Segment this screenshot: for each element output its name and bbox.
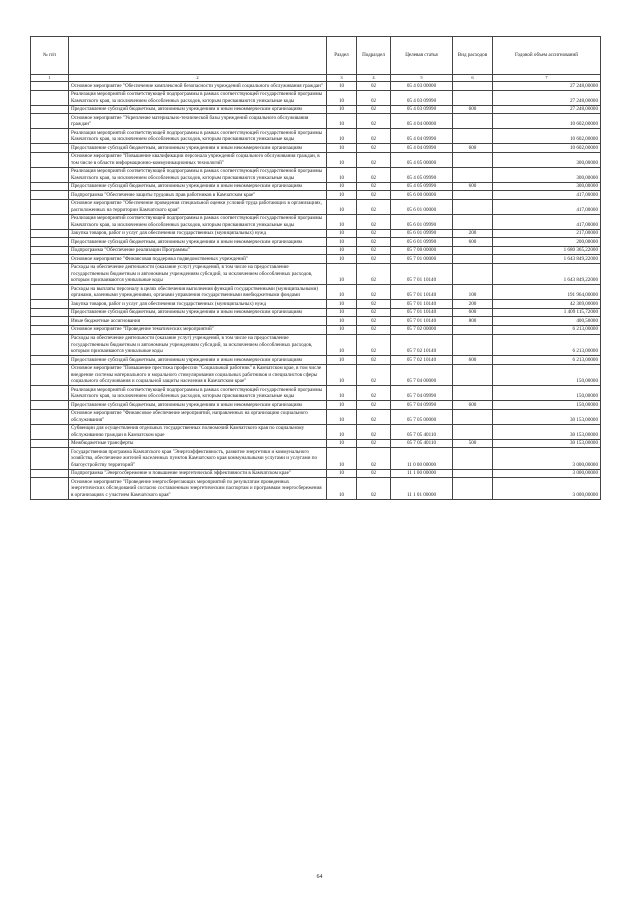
- table-row: [31, 424, 601, 439]
- subsection-cell: 02: [357, 246, 391, 255]
- target-article-cell: 05 7 02 10140: [391, 356, 453, 365]
- expense-type-cell: [453, 199, 493, 214]
- subsection-cell: 02: [357, 263, 391, 285]
- amount-cell: 417,00000: [493, 199, 601, 214]
- expense-type-cell: 500: [453, 439, 493, 448]
- subsection-cell: 02: [357, 409, 391, 424]
- subsection-cell: 02: [357, 439, 391, 448]
- expense-type-cell: [453, 167, 493, 182]
- table-row: [31, 448, 601, 470]
- section-cell: 10: [327, 229, 357, 238]
- section-cell: 10: [327, 90, 357, 105]
- subsection-cell: 02: [357, 308, 391, 317]
- subsection-cell: 02: [357, 182, 391, 191]
- item-name-cell: Подпрограмма "Энергосбережение и повышение энергетической эффективности в Камчатском крае": [69, 469, 327, 478]
- row-number-cell: [31, 469, 69, 478]
- expense-type-cell: [453, 129, 493, 144]
- item-name-cell: Основное мероприятие "Проведение энергосберегающих мероприятий по результатам проведенных энергетических обследований согласно составленным энергетическим паспортам и программам энергосбережения в организациях с участием Камчатского края": [69, 478, 327, 500]
- amount-cell: 400,50000: [493, 317, 601, 326]
- table-row: [31, 105, 601, 114]
- target-article-cell: 05 4 03 09990: [391, 90, 453, 105]
- section-cell: 10: [327, 300, 357, 309]
- column-index: 4: [357, 75, 391, 82]
- section-cell: 10: [327, 285, 357, 300]
- subsection-cell: 02: [357, 401, 391, 410]
- section-cell: 10: [327, 191, 357, 200]
- subsection-cell: 02: [357, 448, 391, 470]
- column-index-row: [31, 75, 601, 82]
- amount-cell: 10 602,00000: [493, 114, 601, 129]
- section-cell: 10: [327, 167, 357, 182]
- table-row: [31, 199, 601, 214]
- target-article-cell: 11 1 00 00000: [391, 469, 453, 478]
- expense-type-cell: [453, 90, 493, 105]
- table-row: [31, 167, 601, 182]
- header-name: [69, 37, 327, 75]
- section-cell: 10: [327, 144, 357, 153]
- column-index: 6: [453, 75, 493, 82]
- row-number-cell: [31, 229, 69, 238]
- table-row: [31, 325, 601, 334]
- header-no: № п/п: [31, 37, 69, 75]
- section-cell: 10: [327, 246, 357, 255]
- amount-cell: 10 602,00000: [493, 144, 601, 153]
- amount-cell: 150,00000: [493, 386, 601, 401]
- row-number-cell: [31, 325, 69, 334]
- target-article-cell: 05 7 02 00000: [391, 325, 453, 334]
- row-number-cell: [31, 82, 69, 91]
- expense-type-cell: 600: [453, 144, 493, 153]
- row-number-cell: [31, 152, 69, 167]
- column-index: 7: [493, 75, 601, 82]
- section-cell: 10: [327, 152, 357, 167]
- header-target-article: Целевая статья: [391, 37, 453, 75]
- amount-cell: 417,00000: [493, 214, 601, 229]
- target-article-cell: 05 4 04 09990: [391, 144, 453, 153]
- subsection-cell: 02: [357, 364, 391, 386]
- table-row: [31, 90, 601, 105]
- item-name-cell: Реализация мероприятий соответствующей подпрограммы в рамках соответствующей государственной программы Камчатского края, за исключением обособленных расходов, которым присваиваются уникальные коды: [69, 90, 327, 105]
- table-row: [31, 401, 601, 410]
- section-cell: 10: [327, 469, 357, 478]
- table-row: [31, 255, 601, 264]
- expense-type-cell: 600: [453, 238, 493, 247]
- item-name-cell: Государственная программа Камчатского края "Энергоэффективность, развитие энергетики и коммунального хозяйства, обеспечение жителей населенных пунктов Камчатского края коммунальными услугами и услугами по благоустройству территорий": [69, 448, 327, 470]
- item-name-cell: Расходы на обеспечение деятельности (оказание услуг) учреждений, в том числе на предоставление государственным бюджетным и автономным учреждениям субсидий, за исключением обособленных расходов, которым присваиваются уникальные коды: [69, 263, 327, 285]
- subsection-cell: 02: [357, 199, 391, 214]
- expense-type-cell: [453, 255, 493, 264]
- target-article-cell: 05 4 05 09990: [391, 182, 453, 191]
- expense-type-cell: [453, 409, 493, 424]
- expense-type-cell: [453, 263, 493, 285]
- item-name-cell: Расходы на обеспечение деятельности (оказание услуг) учреждений, в том числе на предоставление государственным бюджетным и автономным учреждениям субсидий, за исключением обособленных расходов, которым присваиваются уникальные коды: [69, 334, 327, 356]
- item-name-cell: Закупка товаров, работ и услуг для обеспечения государственных (муниципальных) нужд: [69, 300, 327, 309]
- item-name-cell: Основное мероприятие "Укрепление материально-технической базы учреждений социального обслуживания граждан": [69, 114, 327, 129]
- amount-cell: 191 964,00000: [493, 285, 601, 300]
- expense-type-cell: 600: [453, 182, 493, 191]
- target-article-cell: 05 6 01 09990: [391, 238, 453, 247]
- expense-type-cell: 600: [453, 401, 493, 410]
- amount-cell: 27 248,00000: [493, 105, 601, 114]
- row-number-cell: [31, 300, 69, 309]
- item-name-cell: Закупка товаров, работ и услуг для обеспечения государственных (муниципальных) нужд: [69, 229, 327, 238]
- section-cell: 10: [327, 182, 357, 191]
- target-article-cell: 05 7 04 09990: [391, 401, 453, 410]
- section-cell: 10: [327, 308, 357, 317]
- table-row: [31, 308, 601, 317]
- row-number-cell: [31, 285, 69, 300]
- amount-cell: 1 409 115,72000: [493, 308, 601, 317]
- row-number-cell: [31, 334, 69, 356]
- subsection-cell: 02: [357, 90, 391, 105]
- item-name-cell: Предоставление субсидий бюджетным, автономным учреждениям и иным некоммерческим организациям: [69, 401, 327, 410]
- column-index: 1: [31, 75, 69, 82]
- amount-cell: 217,00000: [493, 229, 601, 238]
- amount-cell: 30 153,00000: [493, 424, 601, 439]
- item-name-cell: Основное мероприятие "Проведение тематических мероприятий": [69, 325, 327, 334]
- table-row: [31, 229, 601, 238]
- expense-type-cell: [453, 364, 493, 386]
- table-row: [31, 317, 601, 326]
- row-number-cell: [31, 364, 69, 386]
- table-row: [31, 439, 601, 448]
- item-name-cell: Подпрограмма "Обеспечение защиты трудовых прав работников в Камчатском крае": [69, 191, 327, 200]
- subsection-cell: 02: [357, 214, 391, 229]
- target-article-cell: 05 7 04 09990: [391, 386, 453, 401]
- row-number-cell: [31, 263, 69, 285]
- expense-type-cell: 600: [453, 356, 493, 365]
- section-cell: 10: [327, 325, 357, 334]
- subsection-cell: 02: [357, 356, 391, 365]
- section-cell: 10: [327, 255, 357, 264]
- subsection-cell: 02: [357, 105, 391, 114]
- amount-cell: 1 680 365,22000: [493, 246, 601, 255]
- expense-type-cell: [453, 82, 493, 91]
- section-cell: 10: [327, 478, 357, 500]
- section-cell: 10: [327, 105, 357, 114]
- subsection-cell: 02: [357, 152, 391, 167]
- row-number-cell: [31, 409, 69, 424]
- item-name-cell: Основное мероприятие "Повышение квалификации персонала учреждений социального обслуживания граждан, в том числе в области информационно-коммуникационных технологий": [69, 152, 327, 167]
- section-cell: 10: [327, 439, 357, 448]
- target-article-cell: 05 7 04 00000: [391, 364, 453, 386]
- budget-allocation-table: [30, 36, 601, 500]
- target-article-cell: 11 0 00 00000: [391, 448, 453, 470]
- item-name-cell: Реализация мероприятий соответствующей подпрограммы в рамках соответствующей государственной программы Камчатского края, за исключением обособленных расходов, которым присваиваются уникальные коды: [69, 386, 327, 401]
- subsection-cell: 02: [357, 478, 391, 500]
- section-cell: 10: [327, 409, 357, 424]
- section-cell: 10: [327, 214, 357, 229]
- row-number-cell: [31, 214, 69, 229]
- target-article-cell: 05 7 01 10140: [391, 285, 453, 300]
- table-row: [31, 246, 601, 255]
- item-name-cell: Предоставление субсидий бюджетным, автономным учреждениям и иным некоммерческим организациям: [69, 356, 327, 365]
- row-number-cell: [31, 424, 69, 439]
- header-row: [31, 37, 601, 75]
- table-row: [31, 214, 601, 229]
- row-number-cell: [31, 308, 69, 317]
- row-number-cell: [31, 448, 69, 470]
- row-number-cell: [31, 167, 69, 182]
- section-cell: 10: [327, 82, 357, 91]
- table-row: [31, 334, 601, 356]
- amount-cell: 150,00000: [493, 401, 601, 410]
- amount-cell: 1 643 849,22000: [493, 255, 601, 264]
- expense-type-cell: [453, 386, 493, 401]
- amount-cell: 27 248,00000: [493, 90, 601, 105]
- item-name-cell: Основное мероприятие "Финансовое обеспечение мероприятий, направленных на организацию социального обслуживания": [69, 409, 327, 424]
- amount-cell: 300,00000: [493, 167, 601, 182]
- section-cell: 10: [327, 334, 357, 356]
- target-article-cell: 05 7 01 10140: [391, 308, 453, 317]
- amount-cell: 3 000,00000: [493, 469, 601, 478]
- row-number-cell: [31, 255, 69, 264]
- header-subsection: Подраздел: [357, 37, 391, 75]
- subsection-cell: 02: [357, 114, 391, 129]
- section-cell: 10: [327, 386, 357, 401]
- item-name-cell: Субвенции для осуществления отдельных государственных полномочий Камчатского края по социальному обслуживанию граждан в Камчатском крае: [69, 424, 327, 439]
- row-number-cell: [31, 246, 69, 255]
- table-row: [31, 82, 601, 91]
- target-article-cell: 05 4 03 09990: [391, 105, 453, 114]
- expense-type-cell: 600: [453, 105, 493, 114]
- expense-type-cell: [453, 334, 493, 356]
- table-row: [31, 129, 601, 144]
- table-row: [31, 191, 601, 200]
- target-article-cell: 05 7 02 10140: [391, 334, 453, 356]
- target-article-cell: 05 7 05 40110: [391, 439, 453, 448]
- expense-type-cell: 600: [453, 308, 493, 317]
- amount-cell: 417,00000: [493, 191, 601, 200]
- table-row: [31, 182, 601, 191]
- section-cell: 10: [327, 401, 357, 410]
- row-number-cell: [31, 199, 69, 214]
- row-number-cell: [31, 478, 69, 500]
- amount-cell: 30 153,00000: [493, 409, 601, 424]
- expense-type-cell: [453, 152, 493, 167]
- amount-cell: 42 369,00000: [493, 300, 601, 309]
- item-name-cell: Основное мероприятие "Финансовая поддержка подведомственных учреждений": [69, 255, 327, 264]
- item-name-cell: Предоставление субсидий бюджетным, автономным учреждениям и иным некоммерческим организациям: [69, 144, 327, 153]
- row-number-cell: [31, 114, 69, 129]
- target-article-cell: 05 7 01 00000: [391, 255, 453, 264]
- item-name-cell: Предоставление субсидий бюджетным, автономным учреждениям и иным некоммерческим организациям: [69, 105, 327, 114]
- target-article-cell: 05 7 00 00000: [391, 246, 453, 255]
- amount-cell: 30 153,00000: [493, 439, 601, 448]
- row-number-cell: [31, 317, 69, 326]
- target-article-cell: 05 6 01 09990: [391, 214, 453, 229]
- item-name-cell: Предоставление субсидий бюджетным, автономным учреждениям и иным некоммерческим организациям: [69, 238, 327, 247]
- subsection-cell: 02: [357, 238, 391, 247]
- budget-rows: [31, 82, 601, 500]
- subsection-cell: 02: [357, 229, 391, 238]
- subsection-cell: 02: [357, 424, 391, 439]
- target-article-cell: 05 4 05 00000: [391, 152, 453, 167]
- expense-type-cell: [453, 424, 493, 439]
- target-article-cell: 05 7 01 10140: [391, 263, 453, 285]
- amount-cell: 200,00000: [493, 238, 601, 247]
- target-article-cell: 05 4 05 09990: [391, 167, 453, 182]
- amount-cell: 6 213,00000: [493, 325, 601, 334]
- expense-type-cell: [453, 214, 493, 229]
- table-row: [31, 144, 601, 153]
- subsection-cell: 02: [357, 334, 391, 356]
- row-number-cell: [31, 238, 69, 247]
- subsection-cell: 02: [357, 129, 391, 144]
- section-cell: 10: [327, 317, 357, 326]
- row-number-cell: [31, 401, 69, 410]
- row-number-cell: [31, 439, 69, 448]
- row-number-cell: [31, 129, 69, 144]
- target-article-cell: 05 6 00 00000: [391, 191, 453, 200]
- target-article-cell: 05 7 01 10140: [391, 317, 453, 326]
- subsection-cell: 02: [357, 469, 391, 478]
- row-number-cell: [31, 90, 69, 105]
- row-number-cell: [31, 105, 69, 114]
- table-row: [31, 409, 601, 424]
- table-row: [31, 238, 601, 247]
- target-article-cell: 05 7 01 10140: [391, 300, 453, 309]
- section-cell: 10: [327, 263, 357, 285]
- target-article-cell: 11 1 01 00000: [391, 478, 453, 500]
- section-cell: 10: [327, 238, 357, 247]
- amount-cell: 300,00000: [493, 152, 601, 167]
- amount-cell: 150,00000: [493, 364, 601, 386]
- table-row: [31, 263, 601, 285]
- section-cell: 10: [327, 424, 357, 439]
- subsection-cell: 02: [357, 325, 391, 334]
- column-index: 2: [69, 75, 327, 82]
- header-expense-type: Вид расходов: [453, 37, 493, 75]
- row-number-cell: [31, 182, 69, 191]
- expense-type-cell: [453, 325, 493, 334]
- subsection-cell: 02: [357, 317, 391, 326]
- target-article-cell: 05 4 03 00000: [391, 82, 453, 91]
- item-name-cell: Реализация мероприятий соответствующей подпрограммы в рамках соответствующей государственной программы Камчатского края, за исключением обособленных расходов, которым присваиваются уникальные коды: [69, 214, 327, 229]
- table-row: [31, 114, 601, 129]
- subsection-cell: 02: [357, 255, 391, 264]
- target-article-cell: 05 4 04 09990: [391, 129, 453, 144]
- table-row: [31, 356, 601, 365]
- item-name-cell: Основное мероприятие "Обеспечение комплексной безопасности учреждений социального обслуживания граждан": [69, 82, 327, 91]
- expense-type-cell: 800: [453, 317, 493, 326]
- item-name-cell: Основное мероприятие "Обеспечение проведения специальной оценки условий труда работающих в организациях, расположенных на территории Камчатского края": [69, 199, 327, 214]
- section-cell: 10: [327, 114, 357, 129]
- page-number: 64: [316, 874, 323, 880]
- amount-cell: 3 000,00000: [493, 448, 601, 470]
- amount-cell: 3 000,00000: [493, 478, 601, 500]
- header-annual-amount: Годовой объем ассигнований: [493, 37, 601, 75]
- column-index: 5: [391, 75, 453, 82]
- target-article-cell: 05 4 04 00000: [391, 114, 453, 129]
- subsection-cell: 02: [357, 144, 391, 153]
- subsection-cell: 02: [357, 285, 391, 300]
- table-row: [31, 300, 601, 309]
- expense-type-cell: 100: [453, 285, 493, 300]
- amount-cell: 27 248,00000: [493, 82, 601, 91]
- amount-cell: 10 602,00000: [493, 129, 601, 144]
- item-name-cell: Подпрограмма "Обеспечение реализации Программы": [69, 246, 327, 255]
- row-number-cell: [31, 356, 69, 365]
- column-index: 3: [327, 75, 357, 82]
- section-cell: 10: [327, 356, 357, 365]
- amount-cell: 1 643 849,22000: [493, 263, 601, 285]
- expense-type-cell: [453, 114, 493, 129]
- subsection-cell: 02: [357, 386, 391, 401]
- item-name-cell: Основное мероприятие "Повышение престижа профессии "Социальный работник" в Камчатском крае, в том числе внедрение системы материального и морального стимулирования социальных работников и специалистов сферы социального обслуживания и социальной защиты населения в Камчатском крае": [69, 364, 327, 386]
- subsection-cell: 02: [357, 82, 391, 91]
- item-name-cell: Межбюджетные трансферты: [69, 439, 327, 448]
- expense-type-cell: [453, 448, 493, 470]
- target-article-cell: 05 6 01 09990: [391, 229, 453, 238]
- expense-type-cell: [453, 191, 493, 200]
- table-row: [31, 386, 601, 401]
- item-name-cell: Реализация мероприятий соответствующей подпрограммы в рамках соответствующей государственной программы Камчатского края, за исключением обособленных расходов, которым присваиваются уникальные коды: [69, 167, 327, 182]
- table-row: [31, 285, 601, 300]
- item-name-cell: Реализация мероприятий соответствующей подпрограммы в рамках соответствующей государственной программы Камчатского края, за исключением обособленных расходов, которым присваиваются уникальные коды: [69, 129, 327, 144]
- table-row: [31, 478, 601, 500]
- expense-type-cell: [453, 478, 493, 500]
- item-name-cell: Иные бюджетные ассигнования: [69, 317, 327, 326]
- table-row: [31, 152, 601, 167]
- amount-cell: 6 213,00000: [493, 334, 601, 356]
- expense-type-cell: 200: [453, 300, 493, 309]
- subsection-cell: 02: [357, 167, 391, 182]
- row-number-cell: [31, 386, 69, 401]
- expense-type-cell: 200: [453, 229, 493, 238]
- target-article-cell: 05 7 05 00000: [391, 409, 453, 424]
- section-cell: 10: [327, 448, 357, 470]
- table-row: [31, 364, 601, 386]
- section-cell: 10: [327, 364, 357, 386]
- budget-table-sheet: [30, 36, 600, 500]
- header-section: Раздел: [327, 37, 357, 75]
- subsection-cell: 02: [357, 300, 391, 309]
- amount-cell: 6 213,00000: [493, 356, 601, 365]
- expense-type-cell: [453, 246, 493, 255]
- row-number-cell: [31, 191, 69, 200]
- subsection-cell: 02: [357, 191, 391, 200]
- item-name-cell: Предоставление субсидий бюджетным, автономным учреждениям и иным некоммерческим организациям: [69, 308, 327, 317]
- expense-type-cell: [453, 469, 493, 478]
- item-name-cell: Предоставление субсидий бюджетным, автономным учреждениям и иным некоммерческим организациям: [69, 182, 327, 191]
- target-article-cell: 05 6 01 00000: [391, 199, 453, 214]
- section-cell: 10: [327, 199, 357, 214]
- table-row: [31, 469, 601, 478]
- item-name-cell: Расходы на выплаты персоналу в целях обеспечения выполнения функций государственными (муниципальными) органами, казенными учреждениями, органами управления государственными внебюджетными фондами: [69, 285, 327, 300]
- section-cell: 10: [327, 129, 357, 144]
- row-number-cell: [31, 144, 69, 153]
- amount-cell: 300,00000: [493, 182, 601, 191]
- target-article-cell: 05 7 05 40110: [391, 424, 453, 439]
